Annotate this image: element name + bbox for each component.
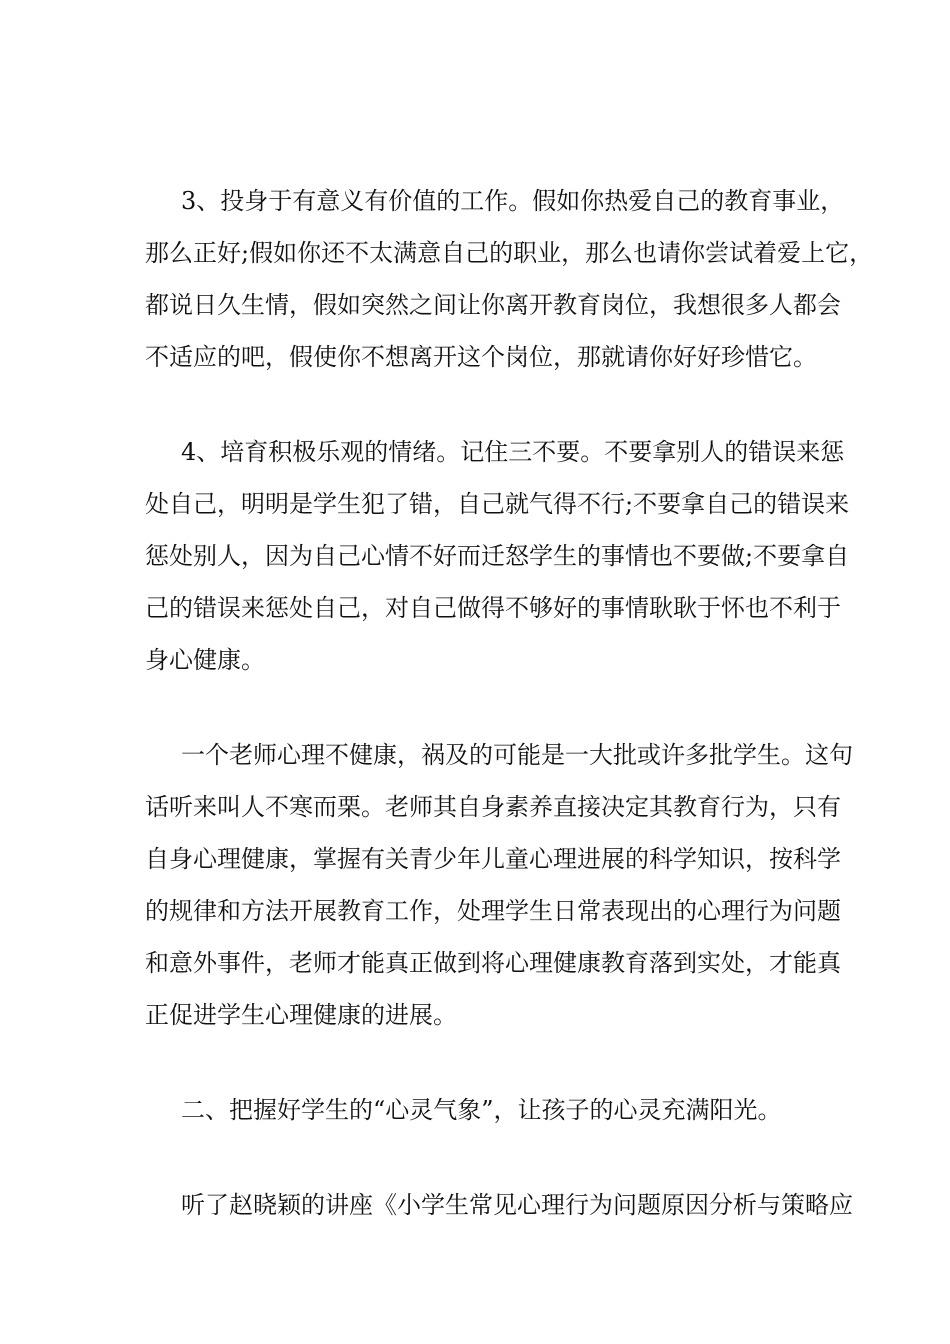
- text-line: 正促进学生心理健康的进展。: [145, 1001, 457, 1029]
- text-line: 话听来叫人不寒而栗。老师其自身素养直接决定其教育行为，只有: [145, 793, 841, 821]
- text-line: 和意外事件，老师才能真正做到将心理健康教育落到实处，才能真: [145, 949, 841, 977]
- text-line: 一个老师心理不健康，祸及的可能是一大批或许多批学生。这句: [181, 741, 853, 769]
- text-line: 惩处别人，因为自己心情不好而迁怒学生的事情也不要做;不要拿自: [145, 542, 850, 570]
- text-line: 都说日久生情，假如突然之间让你离开教育岗位，我想很多人都会: [145, 291, 841, 319]
- text-line: 身心健康。: [145, 646, 265, 674]
- text-line: 的规律和方法开展教育工作，处理学生日常表现出的心理行为问题: [145, 897, 841, 925]
- text-line: 自身心理健康，掌握有关青少年儿童心理进展的科学知识，按科学: [145, 845, 841, 873]
- text-line: 4、培育积极乐观的情绪。记住三不要。不要拿别人的错误来惩: [181, 438, 845, 466]
- text-line: 不适应的吧，假使你不想离开这个岗位，那就请你好好珍惜它。: [145, 343, 817, 371]
- text-line: 3、投身于有意义有价值的工作。假如你热爱自己的教育事业，: [181, 187, 845, 215]
- text-line: 二、把握好学生的“心灵气象”，让孩子的心灵充满阳光。: [181, 1096, 782, 1124]
- text-line: 听了赵晓颖的讲座《小学生常见心理行为问题原因分析与策略应: [181, 1191, 853, 1219]
- text-line: 己的错误来惩处自己，对自己做得不够好的事情耿耿于怀也不利于: [145, 594, 841, 622]
- text-line: 处自己，明明是学生犯了错，自己就气得不行;不要拿自己的错误来: [145, 490, 850, 518]
- text-line: 那么正好;假如你还不太满意自己的职业，那么也请你尝试着爱上它，: [145, 239, 874, 267]
